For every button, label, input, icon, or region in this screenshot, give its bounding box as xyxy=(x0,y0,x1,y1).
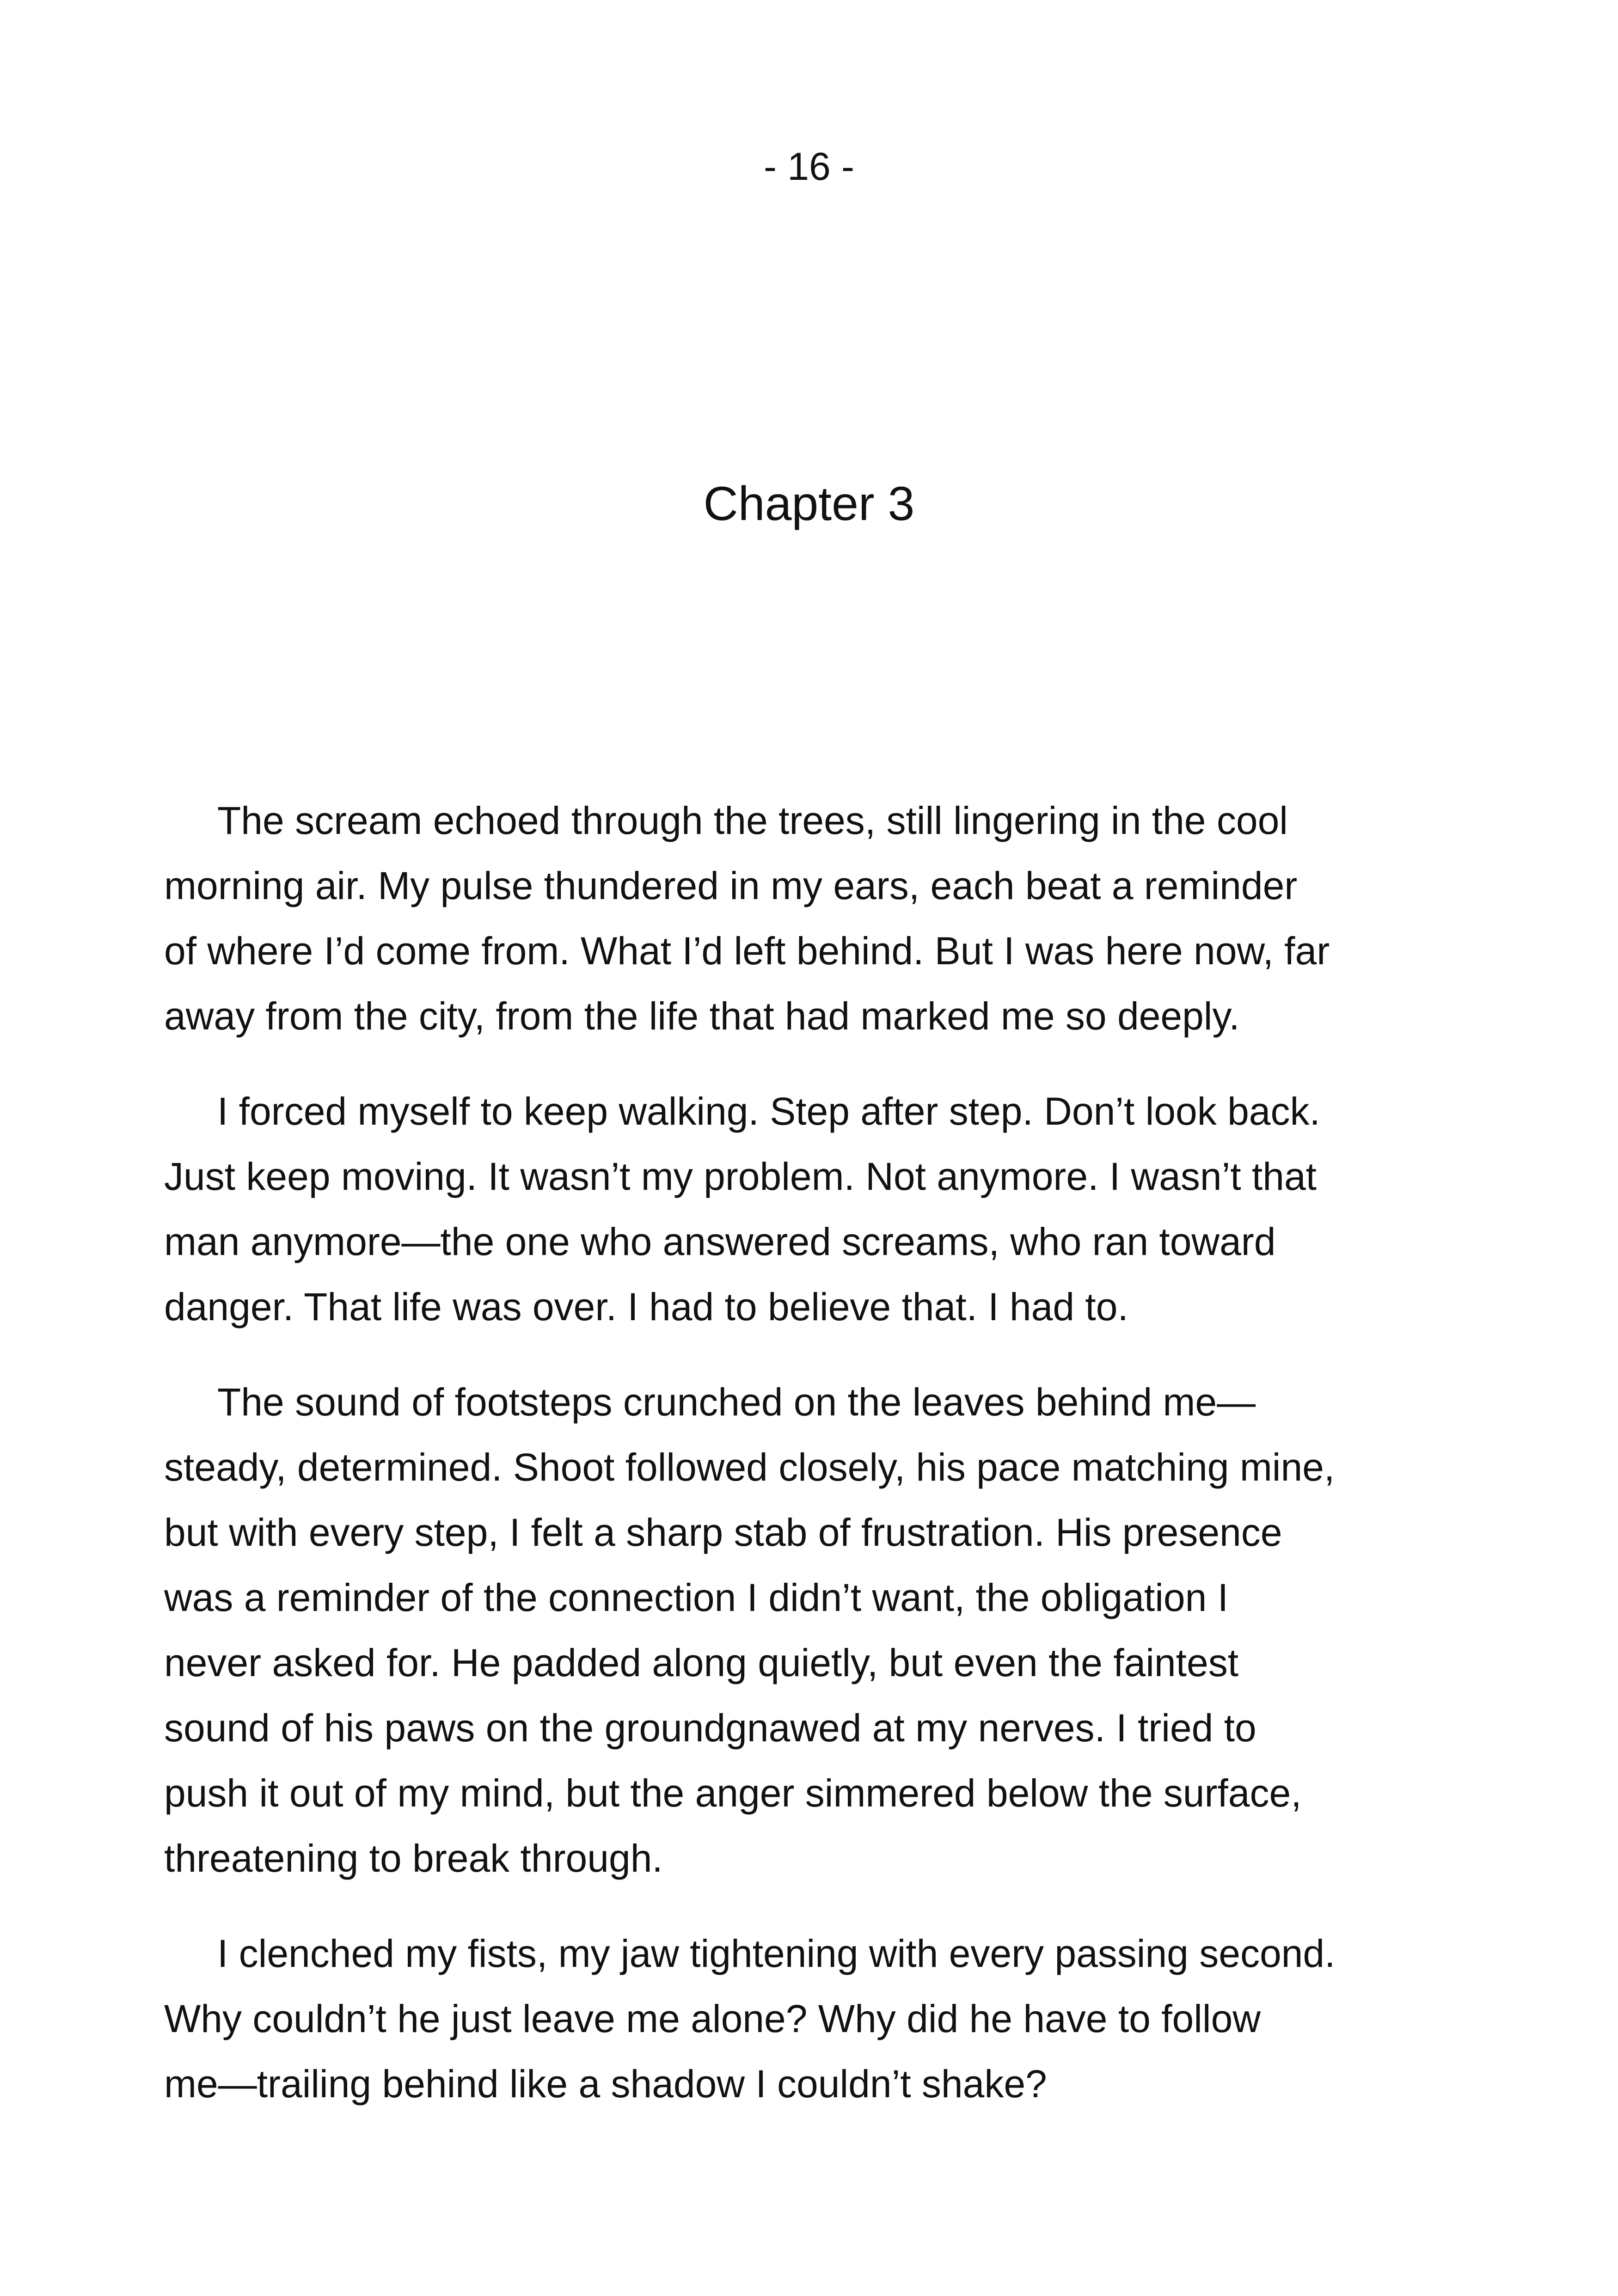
paragraph: I forced myself to keep walking. Step after step. Don’t look back. Just keep moving. It wasn’t my problem. Not anymore. I wasn’t that man anymore—the one who answered screams, who ran toward danger. That life was over. I had to believe that. I had to. xyxy=(164,1090,1320,1329)
chapter-title: Chapter 3 xyxy=(703,477,915,531)
page-number: - 16 - xyxy=(763,145,855,188)
chapter-body xyxy=(164,788,1459,2147)
paragraph: I clenched my fists, my jaw tightening with every passing second. Why couldn’t he just leave me alone? Why did he have to follow me—trailing behind like a shadow I couldn’t shake? xyxy=(164,1932,1336,2106)
paragraph: The sound of footsteps crunched on the leaves behind me— steady, determined. Shoot followed closely, his pace matching mine, but with every step, I felt a sharp stab of frustration. His presence was a reminder of the connection I didn’t want, the obligation I never asked for. He padded along quietly, but even the faintest sound of his paws on the groundgnawed at my nerves. I tried to push it out of my mind, but the anger simmered below the surface, threatening to break through. xyxy=(164,1380,1335,1880)
paragraph: The scream echoed through the trees, still lingering in the cool morning air. My pulse thundered in my ears, each beat a reminder of where I’d come from. What I’d left behind. But I was here now, far away from the city, from the life that had marked me so deeply. xyxy=(164,799,1330,1038)
